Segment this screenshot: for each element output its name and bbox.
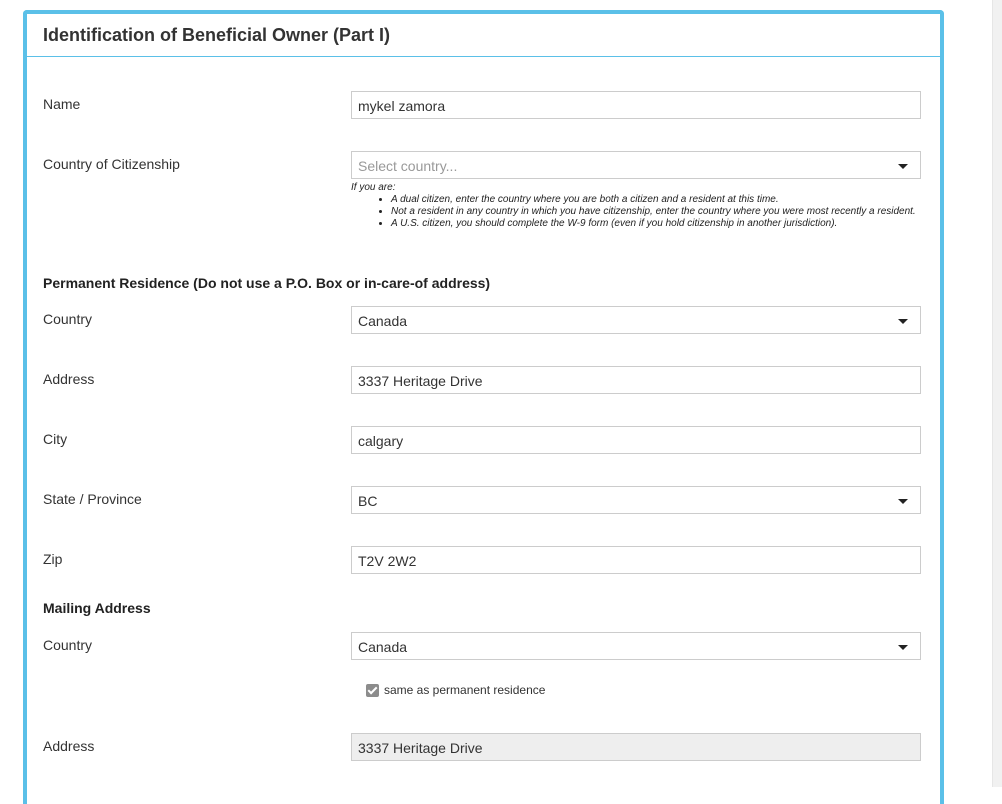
residence-country-label: Country xyxy=(43,311,93,327)
panel-title: Identification of Beneficial Owner (Part I) xyxy=(43,25,391,45)
help-item: • Not a resident in any country in which you have citizenship, enter the country where you were most recently a resident. xyxy=(391,206,931,218)
page-scrollbar[interactable] xyxy=(992,0,1002,787)
name-input[interactable] xyxy=(351,91,921,119)
zip-value: T2V 2W2 xyxy=(358,553,417,569)
mailing-address-value: 3337 Heritage Drive xyxy=(358,740,483,756)
help-item: • A dual citizen, enter the country where you are both a citizen and a resident at this time. xyxy=(391,194,931,206)
help-item: • A U.S. citizen, you should complete the W-9 form (even if you hold citizenship in another jurisdiction). xyxy=(391,218,931,230)
mailing-country-value: Canada xyxy=(358,639,408,655)
help-intro: If you are: xyxy=(351,182,396,193)
state-label: State / Province xyxy=(43,491,142,507)
state-select[interactable] xyxy=(351,486,921,514)
mailing-address-input[interactable] xyxy=(351,733,921,761)
beneficial-owner-panel xyxy=(23,10,944,804)
chevron-down-icon xyxy=(898,499,908,504)
name-value: mykel zamora xyxy=(358,98,446,114)
citizenship-placeholder: Select country... xyxy=(358,158,458,174)
residence-address-value: 3337 Heritage Drive xyxy=(358,373,483,389)
name-label: Name xyxy=(43,96,81,112)
mailing-address-heading: Mailing Address xyxy=(43,600,151,616)
same-as-permanent-checkbox[interactable] xyxy=(366,684,379,697)
residence-country-select[interactable] xyxy=(351,306,921,334)
city-input[interactable] xyxy=(351,426,921,454)
citizenship-select[interactable] xyxy=(351,151,921,179)
state-value: BC xyxy=(358,493,378,509)
zip-input[interactable] xyxy=(351,546,921,574)
mailing-address-label: Address xyxy=(43,738,95,754)
city-label: City xyxy=(43,431,68,447)
residence-address-input[interactable] xyxy=(351,366,921,394)
citizenship-help xyxy=(351,182,931,230)
mailing-country-label: Country xyxy=(43,637,93,653)
residence-address-label: Address xyxy=(43,371,95,387)
permanent-residence-heading: Permanent Residence (Do not use a P.O. Box or in-care-of address) xyxy=(43,275,491,291)
zip-label: Zip xyxy=(43,551,63,567)
same-as-permanent-label[interactable]: same as permanent residence xyxy=(384,683,546,697)
citizenship-label: Country of Citizenship xyxy=(43,156,180,172)
chevron-down-icon xyxy=(898,319,908,324)
city-value: calgary xyxy=(358,433,404,449)
mailing-country-select[interactable] xyxy=(351,632,921,660)
chevron-down-icon xyxy=(898,645,908,650)
chevron-down-icon xyxy=(898,164,908,169)
help-list xyxy=(351,194,931,230)
residence-country-value: Canada xyxy=(358,313,408,329)
panel-header xyxy=(27,14,940,57)
